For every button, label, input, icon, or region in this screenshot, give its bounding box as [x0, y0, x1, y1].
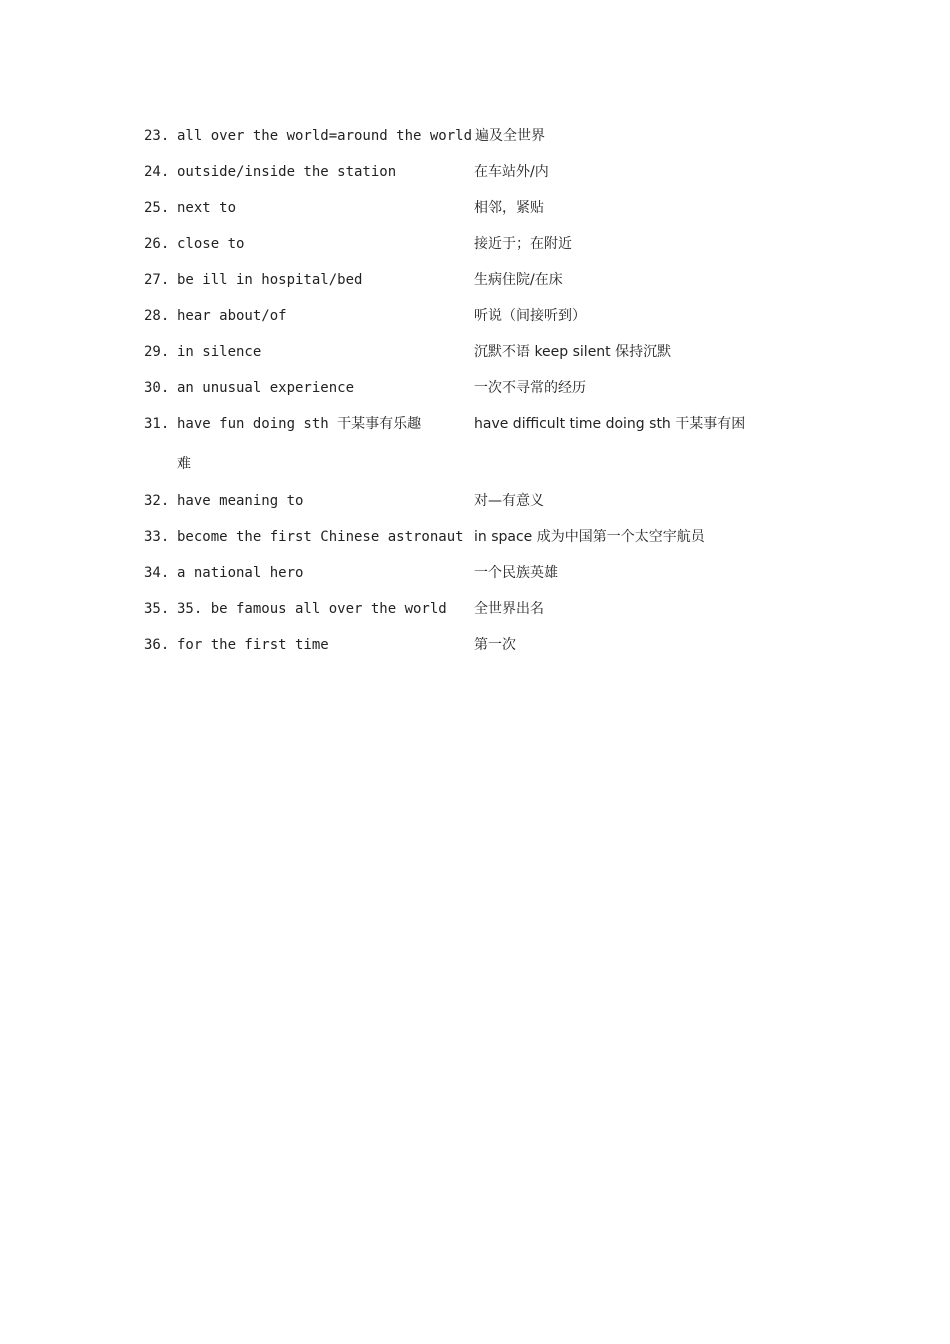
chinese-meaning: 一个民族英雄: [474, 565, 558, 581]
list-item: [144, 160, 844, 196]
item-number: 31.: [144, 416, 170, 432]
chinese-meaning: 第一次: [474, 637, 516, 653]
chinese-meaning: 一次不寻常的经历: [474, 380, 586, 396]
chinese-meaning: 沉默不语 keep silent 保持沉默: [474, 344, 672, 360]
chinese-meaning: 在车站外/内: [474, 164, 549, 180]
chinese-meaning: 全世界出名: [474, 601, 544, 617]
chinese-meaning: 遍及全世界: [475, 128, 545, 144]
chinese-meaning: in space 成为中国第一个太空宇航员: [474, 529, 705, 545]
item-number: 32.: [144, 493, 170, 509]
list-item: [144, 376, 844, 412]
item-number: 28.: [144, 308, 170, 324]
english-phrase: have fun doing sth 干某事有乐趣: [177, 416, 422, 432]
item-number: 25.: [144, 200, 170, 216]
list-item: [144, 340, 844, 376]
chinese-meaning: 生病住院/在床: [474, 272, 563, 288]
english-phrase: become the first Chinese astronaut: [177, 529, 464, 545]
chinese-meaning: have difficult time doing sth 干某事有困: [474, 416, 746, 432]
english-phrase: an unusual experience: [177, 380, 355, 396]
list-item: [144, 525, 844, 561]
english-phrase: in silence: [177, 344, 262, 360]
english-phrase: have meaning to: [177, 493, 304, 509]
item-number: 30.: [144, 380, 170, 396]
english-phrase: next to: [177, 200, 237, 216]
list-item: [144, 633, 844, 669]
list-item: [144, 412, 844, 489]
english-phrase: close to: [177, 236, 245, 252]
chinese-meaning: 接近于；在附近: [474, 236, 572, 252]
chinese-meaning: 听说（间接听到）: [474, 308, 586, 324]
chinese-meaning: 对—有意义: [474, 493, 544, 509]
english-phrase: outside/inside the station: [177, 164, 397, 180]
phrase-list: [144, 124, 844, 669]
english-phrase: be ill in hospital/bed: [177, 272, 363, 288]
item-number: 27.: [144, 272, 170, 288]
item-number: 33.: [144, 529, 170, 545]
wrapped-continuation: 难: [177, 456, 191, 472]
list-item: [144, 489, 844, 525]
list-item: [144, 561, 844, 597]
list-item: [144, 268, 844, 304]
list-item: [144, 196, 844, 232]
chinese-meaning: 相邻，紧贴: [474, 200, 544, 216]
list-item: [144, 232, 844, 268]
list-item: [144, 597, 844, 633]
item-number: 26.: [144, 236, 170, 252]
item-number: 24.: [144, 164, 170, 180]
item-number: 36.: [144, 637, 170, 653]
list-item: [144, 304, 844, 340]
english-phrase: a national hero: [177, 565, 304, 581]
item-number: 35.: [144, 601, 170, 617]
english-phrase: for the first time: [177, 637, 329, 653]
english-phrase: all over the world=around the world: [177, 128, 473, 144]
list-item: [144, 124, 844, 160]
item-number: 23.: [144, 128, 170, 144]
english-phrase: hear about/of: [177, 308, 287, 324]
english-phrase: 35. be famous all over the world: [177, 601, 447, 617]
item-number: 29.: [144, 344, 170, 360]
item-number: 34.: [144, 565, 170, 581]
